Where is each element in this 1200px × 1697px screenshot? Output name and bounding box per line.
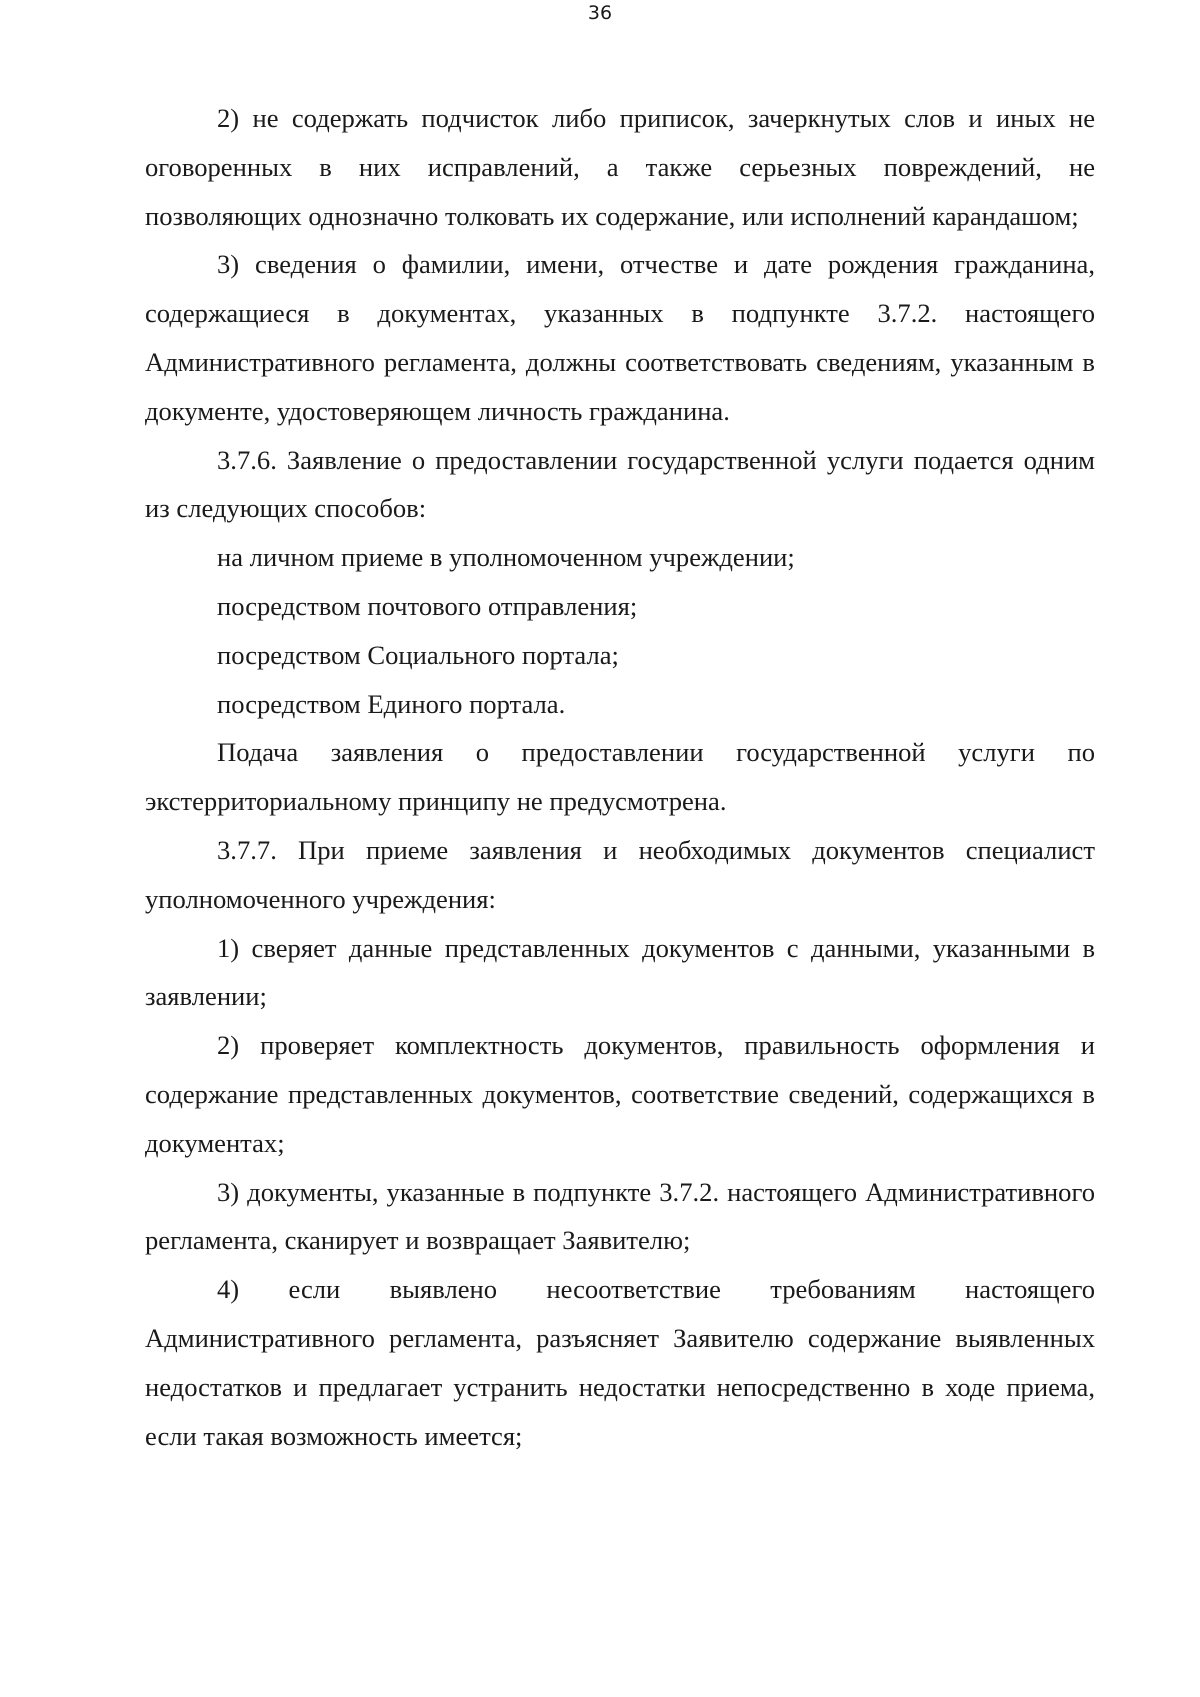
list-item-personal-reception: на личном приеме в уполномоченном учреждении;	[217, 542, 795, 573]
paragraph-step-2: 2) проверяет комплектность документов, правильность оформления и содержание представленных документов, соответствие сведений, содержащихся в документах;	[145, 1030, 1095, 1158]
paragraph-step-4: 4) если выявлено несоответствие требованиям настоящего Административного регламента, разъясняет Заявителю содержание выявленных недостатков и предлагает устранить недостатки непосредственно в ходе приема, если такая возможность имеется;	[145, 1274, 1095, 1451]
list-item-unified-portal: посредством Единого портала.	[217, 688, 566, 719]
document-body	[145, 94, 1095, 1460]
paragraph-3-7-6: 3.7.6. Заявление о предоставлении государственной услуги подается одним из следующих способов:	[145, 444, 1095, 524]
page-number: 36	[587, 2, 613, 24]
paragraph-3-7-7: 3.7.7. При приеме заявления и необходимых документов специалист уполномоченного учреждения:	[145, 834, 1095, 914]
list-item-social-portal: посредством Социального портала;	[217, 639, 619, 670]
paragraph-extraterritorial: Подача заявления о предоставлении государственной услуги по экстерриториальному принципу не предусмотрена.	[145, 737, 1095, 817]
list-item-postal: посредством почтового отправления;	[217, 590, 638, 621]
paragraph-step-3: 3) документы, указанные в подпункте 3.7.2. настоящего Административного регламента, сканирует и возвращает Заявителю;	[145, 1176, 1095, 1256]
paragraph-item-3-personal-data: 3) сведения о фамилии, имени, отчестве и дате рождения гражданина, содержащиеся в документах, указанных в подпункте 3.7.2. настоящего Административного регламента, должны соответствовать сведениям, указанным в документе, удостоверяющем личность гражданина.	[145, 249, 1095, 426]
paragraph-step-1: 1) сверяет данные представленных документов с данными, указанными в заявлении;	[145, 932, 1095, 1012]
paragraph-item-2-requirements: 2) не содержать подчисток либо приписок, зачеркнутых слов и иных не оговоренных в них исправлений, а также серьезных повреждений, не позволяющих однозначно толковать их содержание, или исполнений карандашом;	[145, 103, 1095, 231]
